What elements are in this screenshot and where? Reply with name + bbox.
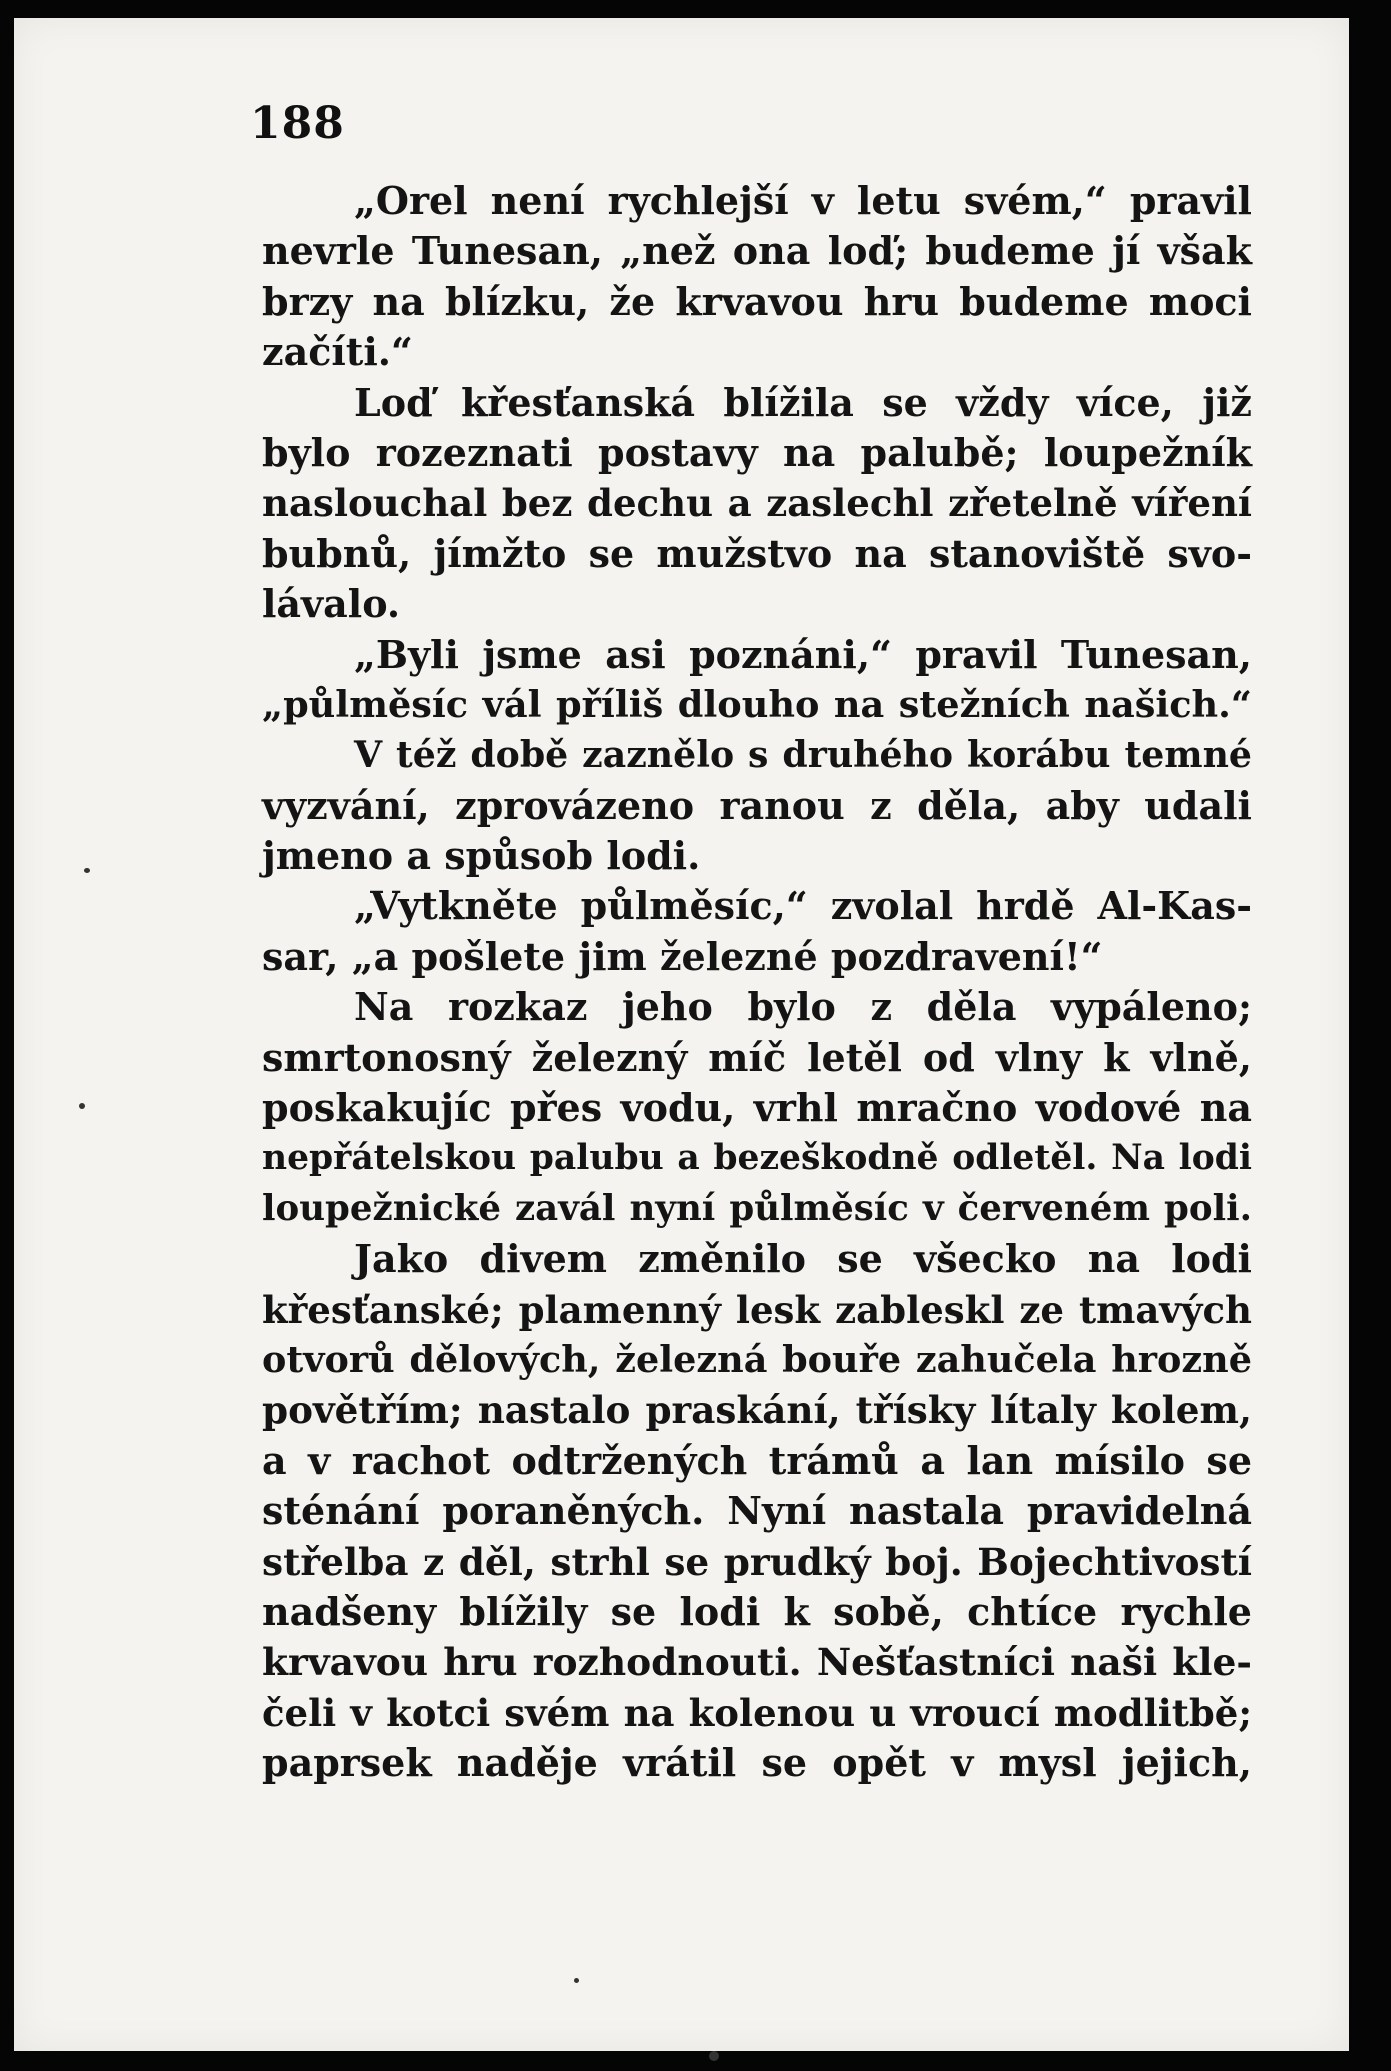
text-line: poskakujíc přes vodu, vrhl mračno vodové na bbox=[262, 1085, 1252, 1131]
text-line: otvorů dělových, železná bouře zahučela hrozně bbox=[262, 1337, 1252, 1381]
text-line: smrtonosný železný míč letěl od vlny k vlně, bbox=[262, 1034, 1252, 1080]
text-line: bubnů, jímžto se mužstvo na stanoviště svo- bbox=[262, 530, 1252, 576]
text-line: začíti.“ bbox=[262, 329, 413, 375]
text-line: sténání poraněných. Nyní nastala pravidelná bbox=[262, 1488, 1252, 1534]
text-line: „půlměsíc vál příliš dlouho na stežních našich.“ bbox=[262, 682, 1252, 726]
text-line: Loď křesťanská blížila se vždy více, již bbox=[354, 379, 1252, 425]
text-line: nadšeny blížily se lodi k sobě, chtíce rychle bbox=[262, 1588, 1252, 1634]
text-line: čeli v kotci svém na kolenou u vroucí modlitbě; bbox=[262, 1690, 1252, 1735]
text-line: lávalo. bbox=[262, 581, 401, 627]
text-line: a v rachot odtržených trámů a lan mísilo se bbox=[262, 1437, 1252, 1483]
print-speck bbox=[709, 2051, 719, 2061]
text-line: „Vytkněte půlměsíc,“ zvolal hrdě Al-Kas- bbox=[354, 883, 1252, 929]
text-line: nepřátelskou palubu a bezeškodně odletěl. Na lodi bbox=[262, 1138, 1252, 1179]
body-text bbox=[262, 176, 1252, 1789]
text-line: Na rozkaz jeho bylo z děla vypáleno; bbox=[354, 984, 1252, 1030]
text-line: nevrle Tunesan, „než ona loď; budeme jí však bbox=[262, 228, 1252, 274]
print-speck bbox=[574, 1978, 579, 1983]
text-line: krvavou hru rozhodnouti. Nešťastníci naši kle- bbox=[262, 1640, 1252, 1685]
text-line: paprsek naděje vrátil se opět v mysl jejich, bbox=[262, 1740, 1252, 1786]
text-line: naslouchal bez dechu a zaslechl zřetelně víření bbox=[262, 481, 1252, 526]
text-line: střelba z děl, strhl se prudký boj. Bojechtivostí bbox=[262, 1539, 1252, 1584]
text-line: brzy na blízku, že krvavou hru budeme moci bbox=[262, 278, 1252, 324]
text-line: „Byli jsme asi poznáni,“ pravil Tunesan, bbox=[354, 631, 1252, 677]
text-line: bylo rozeznati postavy na palubě; loupežník bbox=[262, 429, 1252, 475]
page-number: 188 bbox=[250, 98, 345, 149]
text-line: Jako divem změnilo se všecko na lodi bbox=[354, 1236, 1252, 1282]
text-line: loupežnické zavál nyní půlměsíc v červeném poli. bbox=[262, 1187, 1252, 1229]
text-line: jmeno a spůsob lodi. bbox=[262, 833, 701, 879]
text-line: vyzvání, zprovázeno ranou z děla, aby udali bbox=[262, 782, 1252, 828]
text-line: sar, „a pošlete jim železné pozdravení!“ bbox=[262, 933, 1103, 979]
text-line: křesťanské; plamenný lesk zableskl ze tmavých bbox=[262, 1287, 1252, 1332]
print-speck bbox=[79, 1103, 85, 1109]
text-line: „Orel není rychlejší v letu svém,“ pravil bbox=[354, 178, 1252, 223]
text-line: V též době zaznělo s druhého korábu temné bbox=[354, 733, 1252, 777]
text-line: povětřím; nastalo praskání, třísky lítaly kolem, bbox=[262, 1388, 1252, 1433]
print-speck bbox=[84, 868, 90, 873]
